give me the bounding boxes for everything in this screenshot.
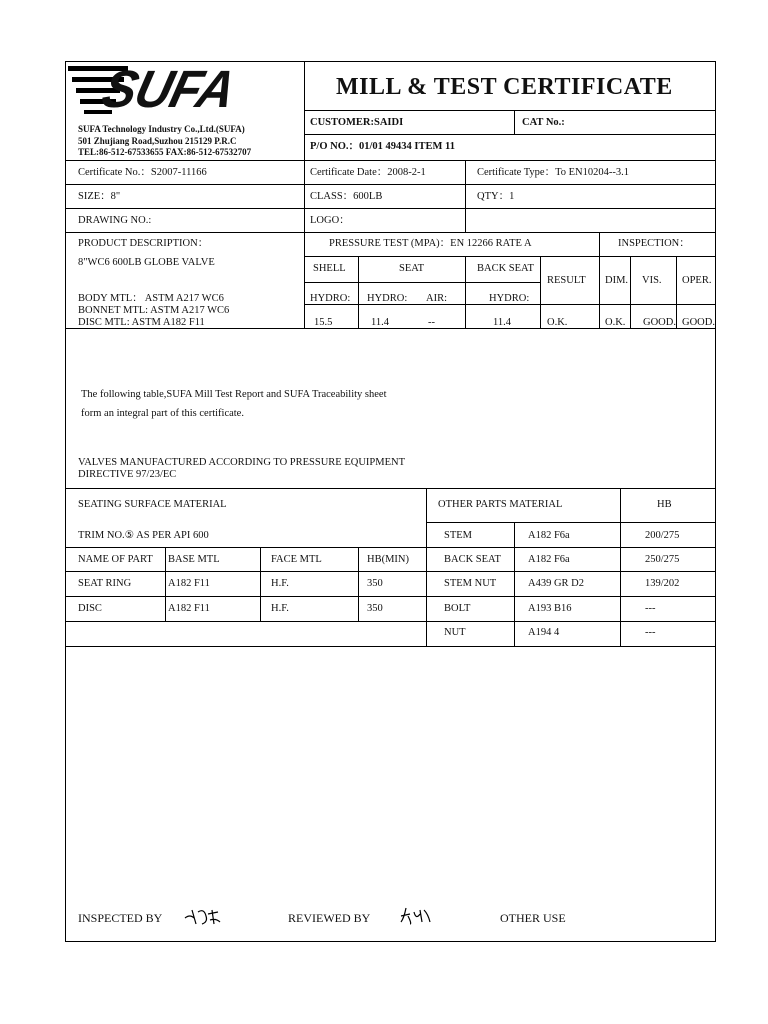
table-row: BACK SEAT xyxy=(444,554,501,565)
table-row: A182 F6a xyxy=(528,554,570,565)
trim-no: TRIM NO.⑤ AS PER API 600 xyxy=(78,530,209,541)
company-logo: SUFA xyxy=(96,59,241,119)
customer-field: CUSTOMER:SAIDI xyxy=(310,117,404,128)
logo-field: LOGO： xyxy=(310,215,350,226)
seat-air-value: -- xyxy=(428,317,435,328)
qty-field: QTY：1 xyxy=(477,191,515,202)
oper-header: OPER. xyxy=(682,275,712,286)
product-description: 8"WC6 600LB GLOBE VALVE xyxy=(78,257,215,268)
back-seat-header: BACK SEAT xyxy=(477,263,534,274)
po-no-field: P/O NO.：01/01 49434 ITEM 11 xyxy=(310,141,455,152)
vis-header: VIS. xyxy=(642,275,662,286)
seat-hydro-value: 11.4 xyxy=(371,317,389,328)
table-row: A182 F11 xyxy=(168,603,210,614)
seating-surface-label: SEATING SURFACE MATERIAL xyxy=(78,499,227,510)
table-row: 350 xyxy=(367,578,383,589)
table-row: 350 xyxy=(367,603,383,614)
result-value: O.K. xyxy=(547,317,568,328)
drawing-no-field: DRAWING NO.: xyxy=(78,215,152,226)
class-field: CLASS：600LB xyxy=(310,191,383,202)
table-row: H.F. xyxy=(271,578,289,589)
seat-hydro-label: HYDRO: xyxy=(367,293,408,304)
ped-statement-line-1: VALVES MANUFACTURED ACCORDING TO PRESSURE EQUIPMENT xyxy=(78,457,406,468)
statement-line-1: The following table,SUFA Mill Test Report and SUFA Traceability sheet xyxy=(81,389,387,400)
dim-value: O.K. xyxy=(605,317,626,328)
table-row: --- xyxy=(645,627,656,638)
ped-statement-line-2: DIRECTIVE 97/23/EC xyxy=(78,469,177,480)
table-row: A194 4 xyxy=(528,627,560,638)
table-row: A182 F6a xyxy=(528,530,570,541)
result-header: RESULT xyxy=(547,275,586,286)
table-row: A439 GR D2 xyxy=(528,578,585,589)
shell-hydro-label: HYDRO: xyxy=(310,293,351,304)
oper-value: GOOD. xyxy=(682,317,715,328)
cat-no-field: CAT No.: xyxy=(522,117,565,128)
table-row: NUT xyxy=(444,627,466,638)
pressure-test-label: PRESSURE TEST (MPA)：EN 12266 RATE A xyxy=(329,238,532,249)
product-description-label: PRODUCT DESCRIPTION： xyxy=(78,238,209,249)
table-row: DISC xyxy=(78,603,102,614)
table-row: SEAT RING xyxy=(78,578,132,589)
disc-material: DISC MTL: ASTM A182 F11 xyxy=(78,317,205,328)
seat-col-hb: HB(MIN) xyxy=(367,554,409,565)
company-name: SUFA Technology Industry Co.,Ltd.(SUFA) xyxy=(78,124,245,134)
back-seat-value: 11.4 xyxy=(493,317,511,328)
table-row: A182 F11 xyxy=(168,578,210,589)
bonnet-material: BONNET MTL: ASTM A217 WC6 xyxy=(78,305,230,316)
table-row: STEM NUT xyxy=(444,578,497,589)
certificate-no: Certificate No.：S2007-11166 xyxy=(78,167,207,178)
table-row: 250/275 xyxy=(645,554,680,565)
dim-header: DIM. xyxy=(605,275,629,286)
inspection-label: INSPECTION： xyxy=(618,238,690,249)
vis-value: GOOD. xyxy=(643,317,676,328)
shell-value: 15.5 xyxy=(314,317,333,328)
seat-header: SEAT xyxy=(399,263,425,274)
table-row: --- xyxy=(645,603,656,614)
seat-col-face: FACE MTL xyxy=(271,554,322,565)
certificate-type: Certificate Type：To EN10204--3.1 xyxy=(477,167,630,178)
reviewer-signature-icon xyxy=(398,904,434,926)
size-field: SIZE：8" xyxy=(78,191,121,202)
back-seat-hydro-label: HYDRO: xyxy=(489,293,530,304)
other-use-label: OTHER USE xyxy=(500,911,566,925)
hb-label: HB xyxy=(657,499,672,510)
page-title: MILL & TEST CERTIFICATE xyxy=(336,74,673,100)
table-row: STEM xyxy=(444,530,473,541)
statement-line-2: form an integral part of this certificate. xyxy=(81,408,244,419)
reviewed-by-label: REVIEWED BY xyxy=(288,911,371,925)
table-row: H.F. xyxy=(271,603,289,614)
seat-col-base: BASE MTL xyxy=(168,554,220,565)
table-row: 139/202 xyxy=(645,578,680,589)
inspector-signature-icon xyxy=(182,904,222,928)
certificate-date: Certificate Date：2008-2-1 xyxy=(310,167,426,178)
seat-col-name: NAME OF PART xyxy=(78,554,153,565)
body-material: BODY MTL： ASTM A217 WC6 xyxy=(78,293,224,304)
inspected-by-label: INSPECTED BY xyxy=(78,911,163,925)
table-row: A193 B16 xyxy=(528,603,572,614)
other-parts-label: OTHER PARTS MATERIAL xyxy=(438,499,563,510)
table-row: 200/275 xyxy=(645,530,680,541)
shell-header: SHELL xyxy=(313,263,346,274)
company-address: 501 Zhujiang Road,Suzhou 215129 P.R.C xyxy=(78,136,237,146)
table-row: BOLT xyxy=(444,603,471,614)
seat-air-label: AIR: xyxy=(426,293,447,304)
company-contact: TEL:86-512-67533655 FAX:86-512-67532707 xyxy=(78,147,252,157)
